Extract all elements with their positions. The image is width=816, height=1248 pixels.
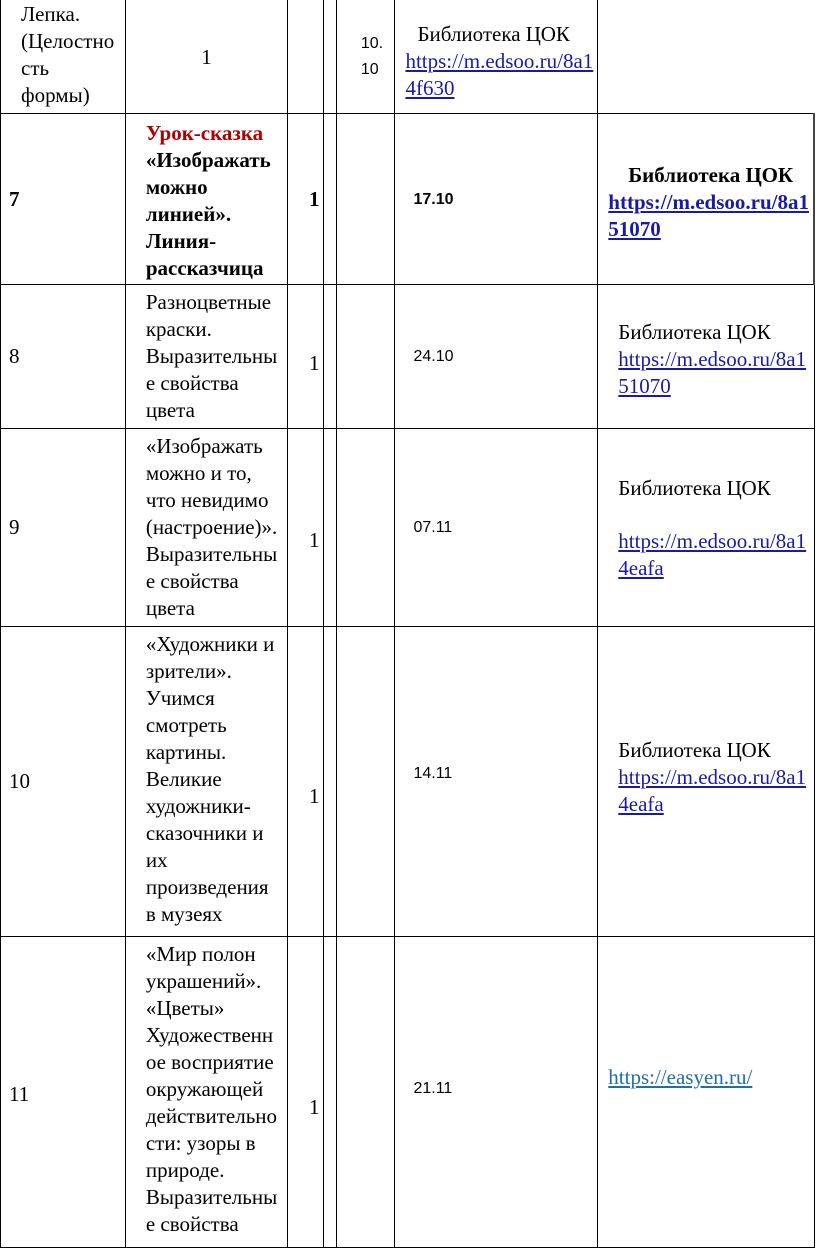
resource-title: Библиотека ЦОК xyxy=(618,476,771,500)
empty-cell xyxy=(336,114,395,285)
empty-cell xyxy=(336,429,395,627)
resource-title: Библиотека ЦОК xyxy=(417,22,570,46)
empty-cell xyxy=(814,285,816,429)
lesson-date: 17.10 xyxy=(395,114,598,285)
lesson-date: 21.11 xyxy=(395,937,598,1248)
lesson-topic: Лепка. (Целостно сть формы) xyxy=(1,0,126,114)
resource-title: Библиотека ЦОК xyxy=(628,163,794,187)
empty-cell xyxy=(324,937,337,1248)
lesson-hours: 1 xyxy=(288,937,324,1248)
lesson-hours: 1 xyxy=(288,285,324,429)
empty-cell xyxy=(598,0,814,114)
lesson-date: 14.11 xyxy=(395,627,598,937)
empty-cell xyxy=(814,114,816,285)
empty-cell xyxy=(814,937,816,1248)
resource-link[interactable]: https://easyen.ru/ xyxy=(608,1064,753,1089)
empty-cell xyxy=(336,627,395,937)
resource-link[interactable]: https://m.edsoo.ru/8a1 4eafa xyxy=(618,765,807,816)
resource-cell xyxy=(598,429,814,627)
empty-cell xyxy=(336,937,395,1248)
table-row xyxy=(1,285,816,429)
empty-cell xyxy=(324,114,337,285)
lesson-topic: «Изображать можно и то, что невидимо (настроение)». Выразительны е свойства цвета xyxy=(125,429,287,627)
lesson-hours: 1 xyxy=(288,627,324,937)
resource-cell xyxy=(395,0,598,114)
lesson-topic: Урок-сказка «Изображать можно линией». Линия- рассказчица xyxy=(125,114,287,285)
empty-cell xyxy=(324,285,337,429)
lesson-hours: 1 xyxy=(288,114,324,285)
lesson-number: 10 xyxy=(1,627,126,937)
empty-cell xyxy=(324,429,337,627)
resource-link[interactable]: https://m.edsoo.ru/8a1 51070 xyxy=(618,347,807,398)
lesson-number: 7 xyxy=(1,114,126,285)
lesson-date: 07.11 xyxy=(395,429,598,627)
lesson-number: 9 xyxy=(1,429,126,627)
table-row xyxy=(1,627,816,937)
lesson-topic: Разноцветные краски. Выразительны е свойства цвета xyxy=(125,285,287,429)
resource-cell xyxy=(598,114,814,285)
resource-link[interactable]: https://m.edsoo.ru/8a1 4f630 xyxy=(405,49,594,100)
lesson-topic: «Мир полон украшений». «Цветы» Художественн ое восприятие окружающей действительно сти: узоры в природе. Выразительны е свойства xyxy=(125,937,287,1248)
empty-cell xyxy=(324,0,337,114)
empty-cell xyxy=(324,627,337,937)
lesson-number: 11 xyxy=(1,937,126,1248)
resource-cell xyxy=(598,627,814,937)
resource-cell xyxy=(598,285,814,429)
table-row xyxy=(1,429,816,627)
lesson-date: 24.10 xyxy=(395,285,598,429)
lesson-date: 10. 10 xyxy=(336,0,395,114)
empty-cell xyxy=(288,0,324,114)
lesson-number: 8 xyxy=(1,285,126,429)
empty-cell xyxy=(336,285,395,429)
table-row xyxy=(1,937,816,1248)
lesson-hours: 1 xyxy=(125,0,287,114)
table-row xyxy=(1,114,816,285)
lesson-topic: «Художники и зрители». Учимся смотреть картины. Великие художники- сказочники и их произведения в музеях xyxy=(125,627,287,937)
lesson-hours: 1 xyxy=(288,429,324,627)
resource-cell xyxy=(598,937,814,1248)
empty-cell xyxy=(814,627,816,937)
table-row xyxy=(1,0,816,114)
resource-link[interactable]: https://m.edsoo.ru/8a1 4eafa xyxy=(618,529,807,580)
resource-title: Библиотека ЦОК xyxy=(618,320,771,344)
empty-cell xyxy=(814,429,816,627)
lesson-type-label: Урок-сказка xyxy=(145,121,264,145)
resource-title: Библиотека ЦОК xyxy=(618,738,771,762)
resource-link[interactable]: https://m.edsoo.ru/8a1 51070 xyxy=(608,190,809,241)
